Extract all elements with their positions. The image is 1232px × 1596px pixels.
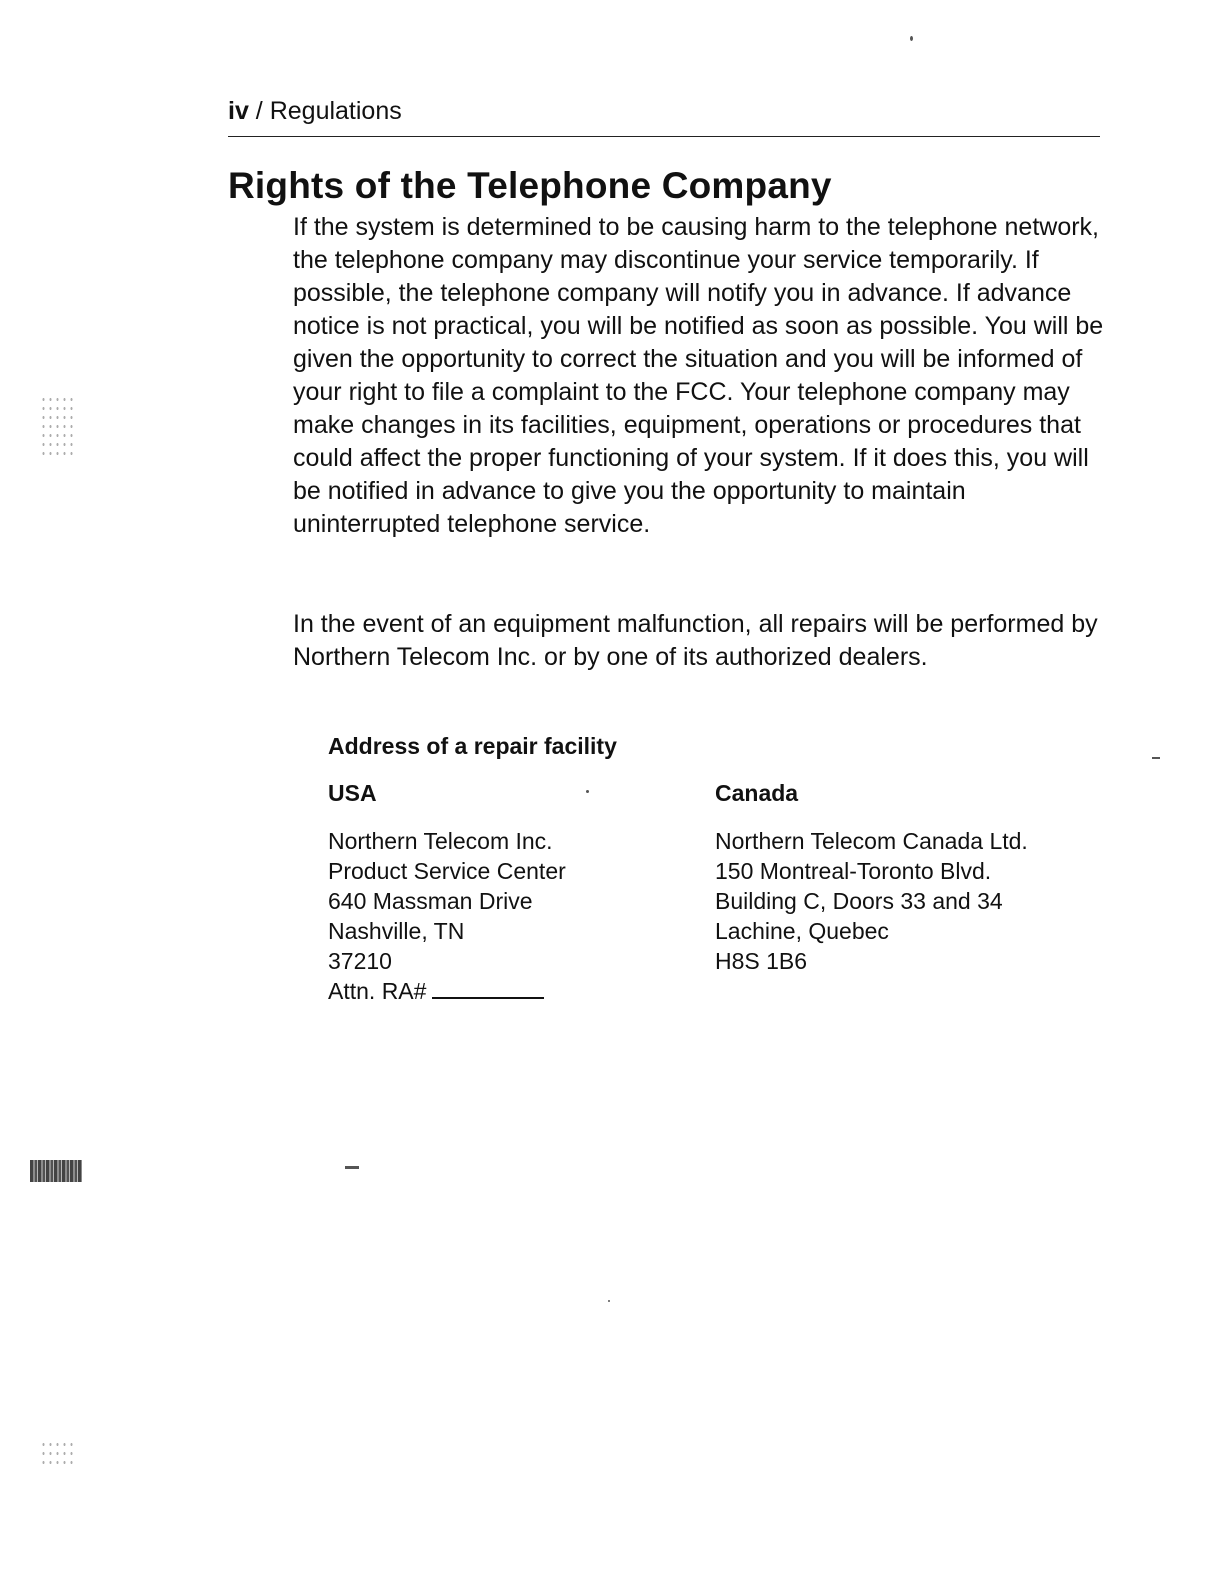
scan-speck <box>910 36 913 41</box>
usa-address-line: 640 Massman Drive <box>328 888 533 914</box>
usa-address-lines <box>328 826 688 1006</box>
header-section: Regulations <box>269 97 402 125</box>
canada-address-lines <box>715 826 1115 976</box>
usa-address-line: Product Service Center <box>328 858 566 884</box>
scan-speck <box>345 1166 359 1169</box>
ra-number-blank <box>432 977 544 999</box>
usa-attn-line <box>328 976 688 1006</box>
header-separator: / <box>248 97 270 125</box>
canada-address-line: H8S 1B6 <box>715 948 808 974</box>
scan-speck <box>608 1300 610 1302</box>
scan-speck <box>586 790 589 793</box>
usa-address-line: Northern Telecom Inc. <box>328 828 553 854</box>
scan-speck <box>1152 757 1160 759</box>
canada-address-line: Northern Telecom Canada Ltd. <box>715 828 1028 854</box>
paragraph-repairs: In the event of an equipment malfunction, all repairs will be performed by Northern Telecom Inc. or by one of its authorized dealers. <box>293 610 1098 671</box>
canada-address-block <box>715 778 1115 976</box>
usa-address-line: Nashville, TN <box>328 918 465 944</box>
section-title: Rights of the Telephone Company <box>228 165 832 206</box>
canada-label: Canada <box>715 780 799 806</box>
usa-address-line: 37210 <box>328 948 392 974</box>
page-number: iv <box>228 97 249 125</box>
attn-label: Attn. RA# <box>328 978 427 1004</box>
paragraph-service-discontinuation: If the system is determined to be causing harm to the telephone network, the telephone company may discontinue your service temporarily. If possible, the telephone company will notify you in advance. If advance notice is not practical, you will be notified as soon as possible. You will be given the opportunity to correct the situation and you will be informed of your right to file a complaint to the FCC. Your telephone company may make changes in its facilities, equipment, operations or procedures that could affect the proper functioning of your system. If it does this, you will be notified in advance to give you the opportunity to maintain uninterrupted telephone service. <box>293 213 1104 538</box>
scan-noise <box>40 395 76 455</box>
page-header <box>228 96 1100 137</box>
scan-smudge <box>30 1160 82 1182</box>
canada-address-line: Building C, Doors 33 and 34 <box>715 888 1003 914</box>
repair-address-heading: Address of a repair facility <box>328 733 617 759</box>
canada-address-line: Lachine, Quebec <box>715 918 889 944</box>
usa-label: USA <box>328 780 377 806</box>
canada-address-line: 150 Montreal-Toronto Blvd. <box>715 858 992 884</box>
usa-address-block <box>328 778 688 1006</box>
scan-noise <box>40 1440 76 1470</box>
